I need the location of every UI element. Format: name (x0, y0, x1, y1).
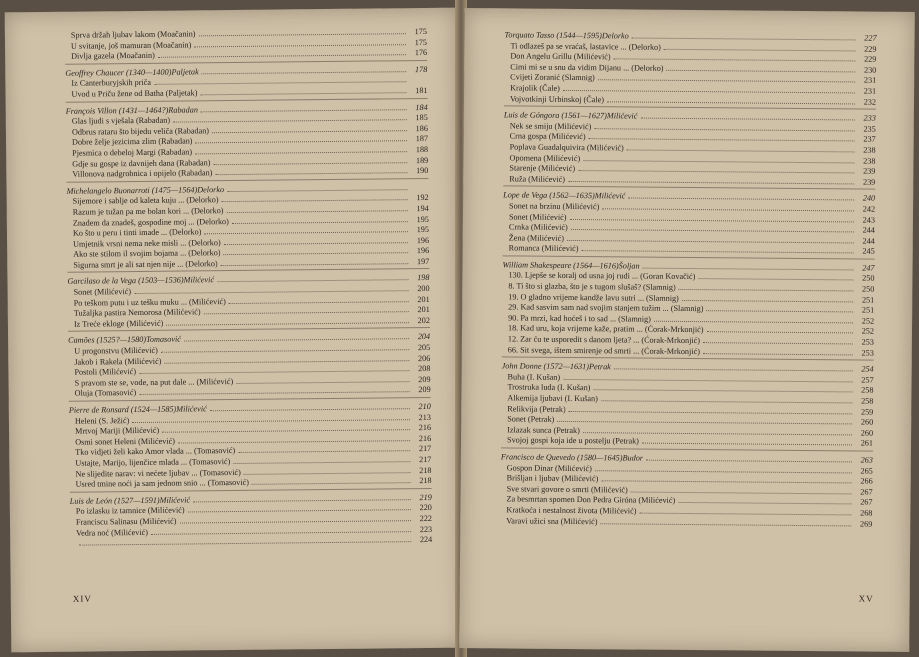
entry-title: Svojoj gospi koja ide u postelju (Petrak) (506, 435, 639, 446)
toc-entry (502, 344, 874, 358)
dot-leader (646, 453, 852, 463)
translator-name: Milićević (606, 111, 638, 121)
page-number: 210 (418, 401, 431, 412)
page-number: 251 (861, 295, 875, 305)
page-number: 260 (860, 428, 874, 438)
translator-name: Budor (622, 453, 644, 463)
dot-leader (221, 256, 409, 266)
page-number: 176 (414, 48, 428, 58)
page-number: 244 (862, 236, 875, 246)
dot-leader (179, 513, 411, 523)
left-toc (65, 26, 432, 548)
dot-leader (222, 192, 408, 202)
entry-title: Razum je tužan pa me bolan kori ... (Delorko) (72, 206, 224, 217)
entry-title: Sonet (Petrak) (507, 414, 555, 425)
page-number: 200 (417, 284, 430, 294)
author-name: Luis de Góngora (1561—1627) (503, 110, 607, 121)
author-name: William Shakespeare (1564—1616) (502, 260, 619, 271)
entry-title: Gospon Dinar (Milićević) (506, 462, 592, 473)
translator-name: Petrak (588, 362, 611, 372)
dot-leader (164, 353, 409, 364)
entry-title: Žena (Milićević) (508, 233, 565, 243)
entry-title: U progonstvu (Milićević) (74, 345, 158, 356)
dot-leader (569, 404, 853, 414)
entry-title: Kratkoća i nestalnost života (Milićević) (506, 505, 637, 516)
dot-leader (707, 325, 854, 334)
entry-title: Tužaljka pastira Nemorosa (Milićević) (73, 307, 201, 318)
page-number: 175 (414, 26, 427, 37)
dot-leader (568, 174, 854, 184)
entry-title: Villonova nadgrobnica i opijelo (Rabadan) (72, 168, 213, 179)
dot-leader (698, 272, 853, 281)
dot-leader (233, 454, 410, 464)
page-number: 245 (862, 246, 875, 256)
page-number: 175 (414, 37, 428, 47)
dot-leader (215, 165, 407, 175)
dot-leader (195, 134, 407, 144)
entry-title: Osmi sonet Heleni (Milićević) (75, 436, 176, 447)
page-number: 239 (863, 166, 876, 176)
page-number: 218 (419, 465, 432, 475)
dot-leader (583, 153, 854, 163)
entry-title: Ko što u peru i tinti imade ... (Delorko) (72, 227, 202, 238)
page-number: 244 (862, 225, 875, 235)
dot-leader (678, 495, 851, 505)
entry-title: Crnka (Milićević) (508, 222, 568, 233)
entry-title: Izlazak sunca (Petrak) (507, 425, 580, 435)
dot-leader (607, 94, 855, 104)
page-number: 266 (860, 476, 873, 486)
dot-leader (204, 304, 409, 314)
entry-title: 12. Zar ću te usporedit s danom ljeta? ... (Ćorak-Mrkonjić) (507, 334, 701, 346)
dot-leader (201, 102, 407, 112)
dot-leader (583, 425, 852, 435)
translator-name: Milićević (176, 404, 207, 414)
page-number: 258 (861, 385, 874, 396)
entry-title: U svitanje, još mamuran (Moačanin) (70, 40, 192, 51)
entry-title: Divlja gazela (Moačanin) (71, 51, 155, 61)
translator-name: Paljetak (171, 67, 199, 77)
entry-title: 66. Sit svega, ištem smirenje od smrti ... (Ćorak-Mrkonjić) (507, 345, 701, 356)
entry-title: Opomena (Milićević) (509, 152, 581, 163)
page-number: 251 (861, 305, 875, 315)
toc-entry (501, 435, 873, 449)
entry-title: 19. O gladno vrijeme kandže lavu sutri ... (Slamnig) (508, 292, 679, 303)
page-number: 205 (417, 342, 431, 353)
dot-leader (578, 163, 854, 173)
page-number: 242 (862, 204, 876, 214)
page-number: 265 (860, 466, 873, 476)
page-number: 229 (864, 54, 877, 64)
dot-leader (601, 393, 853, 403)
page-number: 195 (416, 214, 429, 224)
entry-title: Ne slijedite narav: vi nećete ljubav ... (Tomasović) (75, 467, 241, 479)
dot-leader (682, 293, 854, 302)
entry-title: Heleni (S. Ježić) (74, 415, 130, 426)
entry-title: Buha (I. Kušan) (507, 372, 561, 382)
page-number: 198 (417, 273, 430, 283)
left-page (5, 8, 464, 653)
dot-leader (154, 75, 406, 86)
dot-leader (232, 214, 408, 224)
author-name: Michelangelo Buonarroti (1475—1564) (66, 185, 198, 196)
dot-leader (178, 433, 410, 443)
entry-title: Sonet (Milićević) (508, 211, 567, 222)
translator-name: Milićević (183, 275, 215, 285)
dot-leader (703, 335, 853, 344)
dot-leader (198, 26, 405, 36)
page-number: 194 (416, 203, 429, 213)
page-number: 235 (863, 124, 876, 134)
page-number: 185 (415, 113, 428, 123)
page-number: 195 (416, 225, 430, 235)
dot-leader (162, 422, 410, 433)
dot-leader (631, 484, 852, 494)
dot-leader (563, 83, 855, 94)
entry-title: Poplava Guadalquivira (Milićević) (509, 142, 624, 153)
dot-leader (229, 294, 409, 304)
author-name: Torquato Tasso (1544—1595) (504, 30, 602, 41)
page-number: 250 (862, 284, 875, 294)
translator-name: Šoljan (618, 261, 640, 271)
page-number: 217 (419, 454, 432, 465)
toc-entry (500, 515, 872, 529)
dot-leader (194, 37, 406, 47)
page-number: 252 (861, 326, 875, 337)
entry-title: 130. Ljepše se koralj od usna joj rudi ... (Goran Kovačić) (508, 270, 696, 282)
page-number: 231 (863, 75, 877, 86)
page-number: 237 (863, 134, 876, 144)
dot-leader (238, 444, 410, 454)
page-number: 253 (861, 337, 874, 347)
entry-title: Starenje (Milićević) (509, 163, 576, 174)
dot-leader (139, 385, 410, 396)
page-number: 209 (418, 374, 431, 384)
entry-title: Dobre želje jezicima zlim (Rabadan) (71, 136, 193, 148)
page-number: 267 (860, 487, 873, 497)
dot-leader (134, 283, 409, 294)
dot-leader (236, 374, 409, 384)
dot-leader (593, 383, 852, 393)
page-number: 202 (417, 315, 430, 325)
page-number: 247 (862, 263, 875, 273)
dot-leader (212, 123, 407, 133)
translator-name: Milićević (159, 495, 191, 505)
entry-title: Sigurna smrt je ali sat njen nije ... (Delorko) (73, 259, 218, 270)
entry-title: Cimi mi se u snu da vidim Dijanu ... (Delorko) (510, 62, 664, 73)
entry-title: Iz Canterburyjskih priča (71, 78, 152, 89)
entry-title: Oluja (Tomasović) (74, 388, 137, 399)
dot-leader (627, 142, 855, 152)
entry-title: Ako ste stilom il svojim bojama ... (Delorko) (73, 248, 221, 259)
dot-leader (227, 182, 408, 192)
page-number: 253 (861, 348, 874, 358)
dot-leader (132, 412, 410, 423)
entry-title: Za besmrtan spomen Don Pedra Giróna (Milićević) (506, 494, 676, 506)
entry-title: Vojvotkinji Urbinskoj (Čale) (509, 94, 605, 104)
dot-leader (224, 235, 408, 245)
dot-leader (601, 473, 851, 483)
dot-leader (628, 191, 854, 201)
page-number: 254 (861, 364, 874, 374)
page-number: 216 (418, 433, 432, 443)
dot-leader (703, 346, 853, 355)
page-number: 238 (863, 156, 876, 166)
entry-title: 29. Kad sasvim sam nad svojim stanjem tužim ... (Slamnig) (508, 302, 704, 314)
dot-leader (639, 506, 851, 516)
dot-leader (161, 342, 409, 353)
entry-title: Relikvija (Petrak) (507, 404, 566, 414)
page-number: 189 (415, 155, 429, 165)
page-number: 190 (416, 166, 429, 176)
translator-name: Rabadan (168, 104, 198, 115)
page-number: 250 (862, 273, 875, 284)
page-number: 197 (416, 256, 430, 266)
page-number: 268 (860, 508, 873, 518)
page-number: 188 (415, 144, 429, 155)
right-page (459, 8, 915, 652)
entry-title: Cvijeti Zoranić (Slamnig) (510, 72, 595, 83)
translator-name: Delorko (601, 31, 629, 41)
dot-leader (589, 131, 855, 141)
dot-leader (213, 155, 407, 165)
entry-title: Iz Treće ekloge (Milićević) (73, 318, 164, 329)
dot-leader (151, 524, 411, 535)
dot-leader (707, 303, 854, 312)
dot-leader (252, 475, 411, 485)
entry-title: Krajolik (Čale) (510, 83, 560, 93)
page-number: 206 (417, 353, 431, 363)
author-name: John Donne (1572—1631) (501, 361, 590, 372)
page-number: 213 (418, 412, 431, 422)
page-number: 259 (860, 407, 874, 417)
page-number: 257 (861, 375, 874, 385)
entry-title: Franciscu Salinasu (Milićević) (75, 516, 177, 527)
dot-leader (557, 414, 852, 425)
page-number: 240 (862, 193, 876, 203)
page-number: 238 (863, 145, 876, 155)
page-number: 263 (860, 455, 873, 465)
page-number: 231 (863, 86, 877, 96)
entry-title: Don Angelu Grillu (Milićević) (510, 51, 611, 62)
author-name: François Villon (1431—1464?) (65, 105, 169, 116)
dot-leader (188, 503, 411, 513)
dot-leader (204, 224, 408, 234)
entry-title: Romanca (Milićević) (508, 243, 579, 254)
author-name: Pierre de Ronsard (1524—1585) (68, 404, 177, 415)
entry-title: Mrtvoj Mariji (Milićević) (75, 425, 160, 436)
page-number: 186 (415, 123, 428, 133)
entry-title: Odbrus rataru što bijedu veliča (Rabadan) (71, 126, 210, 137)
entry-title: Ti odlazeš pa se vraćaš, lastavice ... (Delorko) (510, 41, 661, 52)
entry-title: Umjetnik vrsni nema neke misli ... (Delorko) (73, 237, 221, 249)
page-number: 223 (419, 524, 433, 534)
entry-title: Trostruka luda (I. Kušan) (507, 382, 591, 393)
toc-entry (503, 173, 875, 187)
entry-title: S pravom ste se, vode, na put dale ... (Milićević) (74, 376, 234, 388)
page-number: 196 (416, 235, 430, 245)
page-number: 208 (418, 364, 431, 374)
dot-leader (640, 111, 855, 121)
entry-title: 8. Ti što si glazba, što je s tugom slušaš? (Slamnig) (508, 281, 676, 292)
page-number: 267 (860, 497, 873, 507)
author-name: Lope de Vega (1562—1635) (503, 190, 595, 201)
page-number: 201 (417, 294, 430, 304)
page-number: 187 (415, 134, 429, 144)
page-number: 260 (860, 417, 874, 427)
dot-leader (569, 211, 854, 221)
dot-leader (223, 245, 408, 255)
page-number: 218 (419, 476, 432, 486)
page-number: 216 (418, 423, 432, 433)
dot-leader (226, 203, 407, 213)
page-number: 232 (863, 97, 877, 107)
dot-leader (664, 41, 856, 51)
page-number: 196 (416, 246, 430, 256)
toc-entry (503, 243, 875, 257)
entry-title: Ruža (Milićević) (509, 174, 566, 184)
entry-title: Crna gospa (Milićević) (509, 131, 586, 142)
entry-title: Uvod u Priču žene od Batha (Paljetak) (71, 88, 198, 99)
dot-leader (193, 492, 411, 502)
dot-leader (602, 201, 854, 211)
dot-leader (614, 362, 853, 372)
dot-leader (581, 243, 853, 253)
entry-title: Ustajte, Marijo, lijenčice mlada ... (Tomasović) (75, 457, 231, 468)
page-number: 192 (416, 193, 429, 203)
right-folio: XV (858, 593, 874, 604)
dot-leader (614, 52, 856, 62)
dot-leader (195, 144, 407, 154)
entry-title: Nek se smiju (Milićević) (509, 121, 592, 131)
entry-title: Sijemore i sablje od kaleta kuju ... (Delorko) (72, 195, 219, 206)
dot-leader (667, 63, 856, 73)
page-number: 243 (862, 215, 876, 225)
dot-leader (571, 222, 854, 232)
entry-title: 90. Pa mrzi, kad hoćeš i to sad ... (Slamnig) (508, 313, 651, 324)
entry-title: 18. Kad uru, koja vrijeme kaže, pratim ... (Ćorak-Mrkonjić) (507, 323, 704, 335)
page-number: 239 (862, 177, 876, 187)
page-number: 184 (415, 102, 428, 112)
toc-entry (504, 93, 876, 107)
dot-leader (563, 372, 853, 383)
page-number: 217 (418, 444, 432, 454)
dot-leader (642, 436, 852, 446)
entry-title: Glas ljudi s vješala (Rabadan) (71, 115, 171, 126)
dot-leader (600, 516, 851, 526)
page-number: 178 (414, 64, 428, 74)
page-number: 224 (419, 535, 433, 545)
author-name: Garcilaso de la Vega (1503—1536) (67, 275, 184, 287)
page-number: 269 (859, 519, 873, 529)
dot-leader (200, 85, 406, 95)
dot-leader (244, 465, 411, 475)
right-toc (500, 26, 876, 528)
left-folio: XIV (72, 593, 92, 604)
entry-title: Vedra noć (Milićević) (76, 527, 149, 538)
page-number: 261 (860, 438, 874, 449)
dot-leader (139, 363, 409, 374)
dot-leader (595, 463, 852, 473)
dot-leader (173, 112, 407, 122)
entry-title: Tko vidjeti želi kako Amor vlada ... (Tomasović) (75, 446, 236, 458)
entry-title: Jakob i Rakela (Milićević) (74, 356, 162, 367)
entry-title: Sonet na brzinu (Milićević) (509, 201, 600, 212)
entry-title: Sve stvari govore o smrti (Milićević) (506, 484, 628, 495)
dot-leader (166, 315, 409, 326)
author-name: Camões (1525?—1580) (68, 335, 147, 346)
dot-leader (679, 282, 854, 292)
dot-leader (654, 314, 853, 324)
author-name: Luis de León (1527—1591) (69, 495, 160, 506)
author-name: Geoffrey Chaucer (1340—1400) (65, 67, 172, 78)
page-number: 222 (419, 513, 433, 524)
entry-title: Po izlasku iz tamnice (Milićević) (75, 505, 185, 517)
entry-title: Gdje su gospe iz davnijeh dana (Rabadan) (72, 157, 211, 169)
dot-leader (598, 73, 855, 83)
page-number: 252 (861, 316, 875, 326)
entry-title: Po teškom putu i uz tešku muku ... (Milićević) (73, 296, 226, 308)
dot-leader (202, 64, 407, 74)
page-number: 229 (864, 44, 877, 54)
entry-title: Postoli (Milićević) (74, 367, 137, 377)
dot-leader (632, 31, 856, 41)
page-number: 181 (415, 85, 428, 96)
page-number: 227 (864, 33, 877, 43)
entry-title: Usred tmine noći ja sam jednom snio ... (Tomasović) (75, 478, 250, 489)
page-number: 204 (417, 332, 431, 342)
entry-title: Brišljan i ljubav (Milićević) (506, 473, 599, 484)
dot-leader (567, 233, 854, 244)
page-number: 220 (419, 503, 432, 513)
page-number: 233 (863, 113, 876, 123)
dot-leader (594, 121, 854, 131)
page-number: 219 (419, 492, 432, 502)
entry-title: Znadem da znadeš, gospodine moj ... (Delorko) (72, 216, 229, 228)
dot-leader (643, 260, 854, 270)
entry-title: Sonet (Milićević) (73, 287, 132, 297)
entry-title: Pjesmica o debeloj Margi (Rabadan) (72, 147, 193, 158)
entry-title: Varavi užici sna (Milićević) (506, 515, 598, 526)
dot-leader (158, 47, 406, 58)
entry-title: Sprva držah ljubav lakom (Moačanin) (70, 29, 196, 40)
dot-leader (184, 332, 409, 342)
translator-name: Delorko (197, 184, 225, 195)
author-name: Francisco de Quevedo (1580—1645) (500, 452, 623, 463)
translator-name: Tomasović (146, 334, 181, 345)
translator-name: Milićević (594, 191, 626, 201)
entry-title: Alkemija ljubavi (I. Kušan) (507, 393, 598, 404)
page-number: 258 (861, 396, 874, 406)
page-number: 230 (863, 65, 877, 75)
dot-leader (210, 401, 410, 411)
page-number: 209 (418, 385, 431, 395)
page-number: 201 (417, 305, 430, 315)
dot-leader (217, 273, 408, 283)
